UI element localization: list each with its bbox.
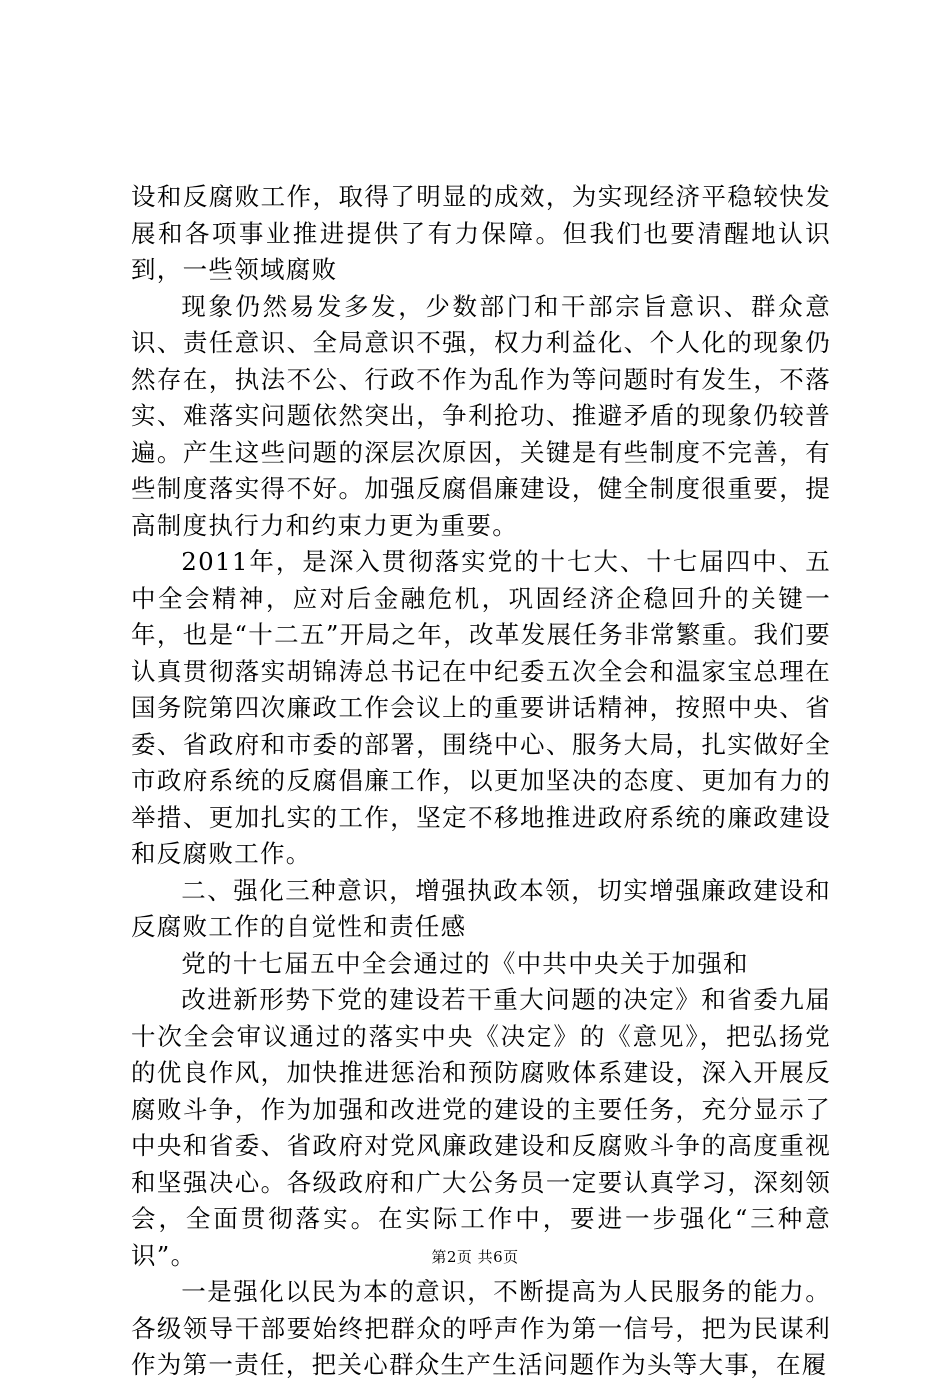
paragraph: 一是强化以民为本的意识，不断提高为人民服务的能力。各级领导干部要始终把群众的呼声作为第一信号，把为民谋利作为第一责任，把关心群众生产生活问题作为头等大事，在履 [131, 1277, 831, 1379]
paragraph: 改进新形势下党的建设若干重大问题的决定》和省委九届十次全会审议通过的落实中央《决定》的《意见》，把弘扬党的优良作风，加快推进惩治和预防腐败体系建设，深入开展反腐败斗争，作为加强和改进党的建设的主要任务，充分显示了中央和省委、省政府对党风廉政建设和反腐败斗争的高度重视和坚强决心。各级政府和广大公务员一定要认真学习，深刻领会，全面贯彻落实。在实际工作中，要进一步强化“三种意识”。 [131, 985, 831, 1270]
page-number-footer: 第2页 共6页 [431, 1248, 519, 1266]
paragraph: 设和反腐败工作，取得了明显的成效，为实现经济平稳较快发展和各项事业推进提供了有力保障。但我们也要清醒地认识到，一些领域腐败 [131, 182, 831, 284]
paragraph: 党的十七届五中全会通过的《中共中央关于加强和 [181, 948, 749, 978]
section-heading: 二、强化三种意识，增强执政本领，切实增强廉政建设和反腐败工作的自觉性和责任感 [131, 875, 831, 941]
paragraph: 现象仍然易发多发，少数部门和干部宗旨意识、群众意识、责任意识、全局意识不强，权力利益化、个人化的现象仍然存在，执法不公、行政不作为乱作为等问题时有发生，不落实、难落实问题依然突出，争利抢功、推避矛盾的现象仍较普遍。产生这些问题的深层次原因，关键是有些制度不完善，有些制度落实得不好。加强反腐倡廉建设，健全制度很重要，提高制度执行力和约束力更为重要。 [131, 291, 831, 540]
document-body [131, 179, 831, 1384]
paragraph: 2011年，是深入贯彻落实党的十七大、十七届四中、五中全会精神，应对后金融危机，巩固经济企稳回升的关键一年，也是“十二五”开局之年，改革发展任务非常繁重。我们要认真贯彻落实胡锦涛总书记在中纪委五次全会和温家宝总理在国务院第四次廉政工作会议上的重要讲话精神，按照中央、省委、省政府和市委的部署，围绕中心、服务大局，扎实做好全市政府系统的反腐倡廉工作，以更加坚决的态度、更加有力的举措、更加扎实的工作，坚定不移地推进政府系统的廉政建设和反腐败工作。 [131, 547, 831, 868]
